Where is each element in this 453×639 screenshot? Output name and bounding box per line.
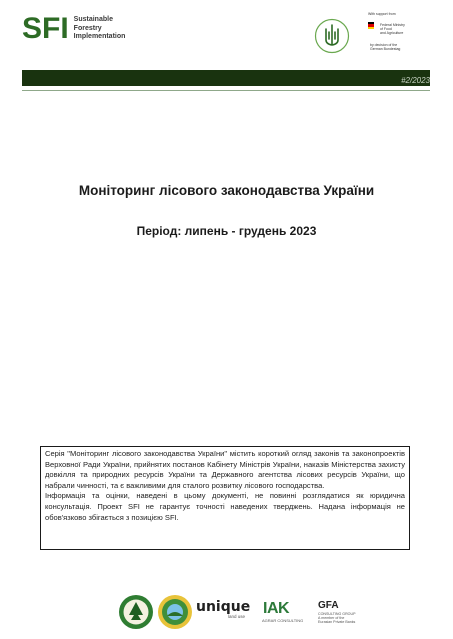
- disclaimer-paragraph: Інформація та оцінки, наведені в цьому документі, не повинні розглядатися як юридична консультація. Проект SFI не гарантує точності наведених тверджень. Надана інформація не обов'язково збігається з позицією SFI.: [45, 491, 405, 522]
- forest-service-seal-icon: [118, 594, 154, 630]
- iak-logo-subtitle: AGRAR CONSULTING: [262, 618, 304, 623]
- sfi-logo-letters: SFI: [22, 12, 69, 45]
- funder-ministry-line: and Agriculture: [380, 31, 404, 35]
- trident-emblem-icon: [314, 18, 350, 54]
- disclaimer-box: [40, 446, 410, 550]
- sfi-logo-sub-line: Implementation: [73, 33, 126, 41]
- document-title: Моніторинг лісового законодавства України: [78, 183, 375, 198]
- header-band: [22, 70, 430, 86]
- gfa-logo-sub-line: A member of the Eurasian Private Banks: [318, 616, 356, 625]
- forestry-association-seal-icon: [157, 594, 193, 630]
- header: [0, 0, 453, 70]
- funder-ministry: [380, 23, 430, 35]
- iak-logo: IAK: [263, 600, 290, 617]
- funder-ministry-line: Federal Ministry: [380, 23, 405, 27]
- funder-decision: [370, 43, 420, 51]
- unique-logo-subtitle: land use: [228, 614, 246, 619]
- funder-ministry-line: of Food: [380, 27, 392, 31]
- gfa-logo-sub-line: CONSULTING GROUP: [318, 612, 356, 616]
- gfa-logo-subtitle: [318, 612, 358, 625]
- sfi-logo-sub-line: Sustainable: [73, 16, 113, 24]
- divider: [22, 90, 430, 91]
- sfi-logo-sub-line: Forestry: [73, 24, 102, 32]
- sfi-logo: [22, 14, 125, 44]
- funder-top-text: With support from: [368, 12, 396, 16]
- funder-decision-line: by decision of the: [370, 43, 398, 47]
- sfi-logo-subtitle: [74, 16, 126, 42]
- partner-logos: [0, 590, 453, 636]
- gfa-logo: GFA: [318, 600, 339, 611]
- germany-flag-icon: [368, 22, 374, 29]
- document-period: Період: липень - грудень 2023: [136, 224, 317, 238]
- funder-decision-line: German Bundestag: [370, 47, 401, 51]
- unique-logo: unique: [196, 599, 251, 615]
- issue-number: #2/2023: [401, 76, 430, 85]
- disclaimer-paragraph: Серія "Моніторинг лісового законодавства України" містить короткий огляд законів та законопроектів Верховної Ради України, прийнятих постанов Кабінету Міністрів України, наказів Міністерства захисту довкілля та природних ресурсів України та Державного агентства лісових ресурсів України, що набрали чинності, та є важливими для сталого розвитку лісового господарства.: [45, 449, 405, 490]
- funder-logo: [368, 12, 438, 51]
